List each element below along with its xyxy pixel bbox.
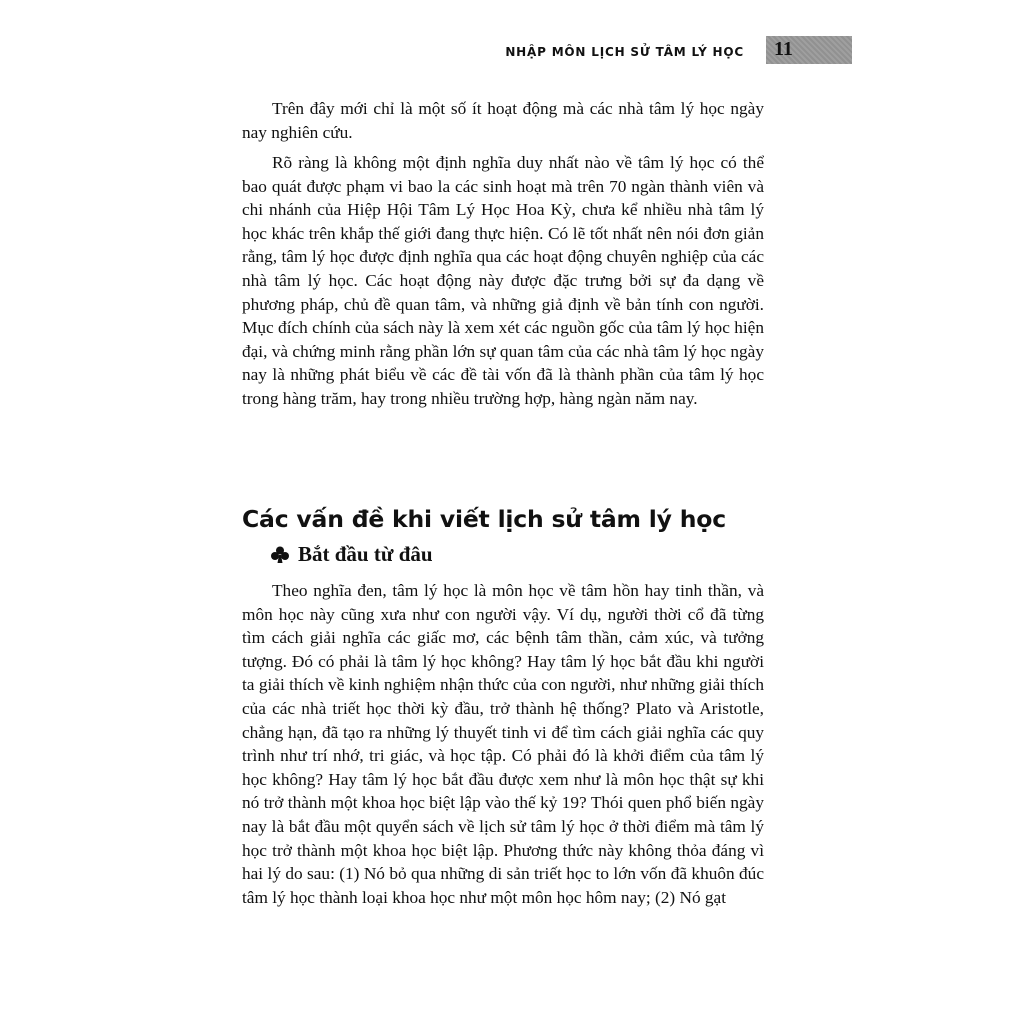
- club-icon: [270, 545, 290, 565]
- paragraph-definition: Rõ ràng là không một định nghĩa duy nhất nào về tâm lý học có thể bao quát được phạm vi bao la các sinh hoạt mà trên 70 ngàn thành viên và chi nhánh của Hiệp Hội Tâm Lý Học Hoa Kỳ, chưa kể nhiều nhà tâm lý học khác trên khắp thế giới đang thực hiện. Có lẽ tốt nhất nên nói đơn giản rằng, tâm lý học được định nghĩa qua các hoạt động chuyên nghiệp của các nhà tâm lý học. Các hoạt động này được đặc trưng bởi sự đa dạng về phương pháp, chủ đề quan tâm, và những giả định về bản tính con người. Mục đích chính của sách này là xem xét các nguồn gốc của tâm lý học hiện đại, và chứng minh rằng phần lớn sự quan tâm của các nhà tâm lý học ngày nay là những phát biểu về các đề tài vốn đã là thành phần của tâm lý học trong hàng trăm, hay trong nhiều trường hợp, hàng ngàn năm nay.: [242, 153, 764, 408]
- subsection-title: Bắt đầu từ đâu: [298, 542, 433, 566]
- page-number: 11: [774, 38, 793, 60]
- running-title: NHẬP MÔN LỊCH SỬ TÂM LÝ HỌC: [505, 45, 744, 59]
- paragraph-where-to-start: Theo nghĩa đen, tâm lý học là môn học về tâm hồn hay tinh thần, và môn học này cũng xưa như con người vậy. Ví dụ, người thời cổ đã từng tìm cách giải nghĩa các giấc mơ, các bệnh tâm thần, cảm xúc, và tưởng tượng. Đó có phải là tâm lý học không? Hay tâm lý học bắt đầu khi người ta giải thích về kinh nghiệm nhận thức của con người, như những giải thích của các nhà triết học thời kỳ đầu, trở thành hệ thống? Plato và Aristotle, chẳng hạn, đã tạo ra những lý thuyết tinh vi để tìm cách giải nghĩa các quy trình như trí nhớ, tri giác, và học tập. Có phải đó là khởi điểm của tâm lý học không? Hay tâm lý học bắt đầu được xem như là môn học thật sự khi nó trở thành một khoa học biệt lập vào thế kỷ 19? Thói quen phổ biến ngày nay là bắt đầu một quyển sách về lịch sử tâm lý học ở thời điểm mà tâm lý học trở thành một khoa học biệt lập. Phương thức này không thỏa đáng vì hai lý do sau: (1) Nó bỏ qua những di sản triết học to lớn vốn đã khuôn đúc tâm lý học thành loại khoa học như một môn học hôm nay; (2) Nó gạt: [242, 581, 764, 907]
- subsection-heading: [270, 542, 433, 567]
- page-number-box: [766, 36, 852, 64]
- section-heading: Các vấn đề khi viết lịch sử tâm lý học: [242, 504, 726, 533]
- running-header: [440, 36, 852, 64]
- paragraph-intro: Trên đây mới chỉ là một số ít hoạt động mà các nhà tâm lý học ngày nay nghiên cứu.: [242, 99, 764, 142]
